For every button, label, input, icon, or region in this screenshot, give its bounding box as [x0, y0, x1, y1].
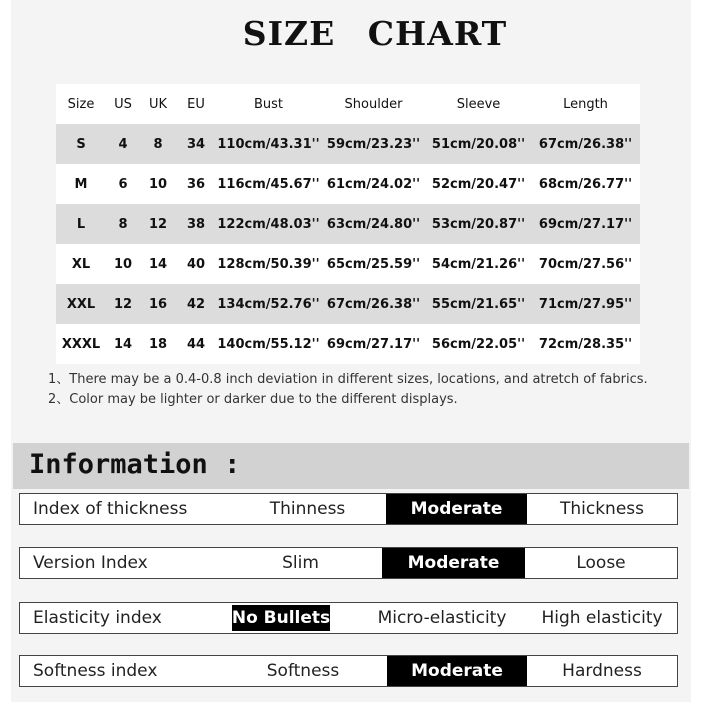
- row-label: Version Index: [33, 553, 148, 573]
- table-cell: 42: [176, 284, 216, 324]
- table-cell: 59cm/23.23'': [321, 124, 426, 164]
- table-cell: 71cm/27.95'': [531, 284, 640, 324]
- table-cell: 122cm/48.03'': [216, 204, 321, 244]
- table-row: [56, 284, 640, 324]
- table-cell: 68cm/26.77'': [531, 164, 640, 204]
- option-moderate-selected: Moderate: [387, 656, 527, 686]
- table-cell: 36: [176, 164, 216, 204]
- table-row: [56, 324, 640, 364]
- table-cell: XXL: [56, 284, 106, 324]
- table-cell: L: [56, 204, 106, 244]
- option-softness: Softness: [266, 661, 340, 681]
- table-cell: 34: [176, 124, 216, 164]
- table-cell: 4: [106, 124, 140, 164]
- column-header: Shoulder: [321, 84, 426, 124]
- note-line: 1、There may be a 0.4-0.8 inch deviation in different sizes, locations, and atretch of fabrics.: [48, 372, 648, 387]
- table-cell: 8: [106, 204, 140, 244]
- row-label: Index of thickness: [33, 499, 188, 519]
- option-thinness: Thinness: [269, 499, 346, 519]
- table-cell: 67cm/26.38'': [531, 124, 640, 164]
- size-table: [56, 84, 640, 364]
- column-header: UK: [140, 84, 176, 124]
- table-row: [56, 204, 640, 244]
- table-cell: S: [56, 124, 106, 164]
- table-cell: 40: [176, 244, 216, 284]
- option-no-bullets-selected: No Bullets: [232, 605, 330, 631]
- option-micro-elasticity: Micro-elasticity: [377, 608, 507, 628]
- table-cell: 69cm/27.17'': [531, 204, 640, 244]
- table-cell: 44: [176, 324, 216, 364]
- table-cell: 8: [140, 124, 176, 164]
- table-cell: 70cm/27.56'': [531, 244, 640, 284]
- table-cell: 14: [140, 244, 176, 284]
- note-line: 2、Color may be lighter or darker due to the different displays.: [48, 392, 458, 407]
- column-header: US: [106, 84, 140, 124]
- information-heading: Information :: [29, 449, 241, 480]
- table-cell: 18: [140, 324, 176, 364]
- page-title: SIZE CHART: [242, 14, 508, 53]
- table-cell: 72cm/28.35'': [531, 324, 640, 364]
- row-label: Elasticity index: [33, 608, 162, 628]
- table-cell: 12: [106, 284, 140, 324]
- table-cell: 128cm/50.39'': [216, 244, 321, 284]
- option-moderate-selected: Moderate: [386, 494, 527, 524]
- option-high-elasticity: High elasticity: [541, 608, 663, 628]
- column-header: EU: [176, 84, 216, 124]
- table-cell: 56cm/22.05'': [426, 324, 531, 364]
- option-slim: Slim: [282, 553, 319, 573]
- softness-index-row: [19, 655, 678, 687]
- table-cell: 116cm/45.67'': [216, 164, 321, 204]
- table-cell: 12: [140, 204, 176, 244]
- size-notes: [48, 370, 648, 410]
- table-cell: 65cm/25.59'': [321, 244, 426, 284]
- table-cell: 10: [140, 164, 176, 204]
- table-header-row: [56, 84, 640, 124]
- column-header: Sleeve: [426, 84, 531, 124]
- table-cell: 55cm/21.65'': [426, 284, 531, 324]
- table-cell: 52cm/20.47'': [426, 164, 531, 204]
- table-cell: 51cm/20.08'': [426, 124, 531, 164]
- table-row: [56, 164, 640, 204]
- column-header: Bust: [216, 84, 321, 124]
- table-cell: 134cm/52.76'': [216, 284, 321, 324]
- table-cell: 63cm/24.80'': [321, 204, 426, 244]
- row-label: Softness index: [33, 661, 158, 681]
- column-header: Size: [56, 84, 106, 124]
- table-row: [56, 244, 640, 284]
- table-cell: XXXL: [56, 324, 106, 364]
- option-thickness: Thickness: [559, 499, 645, 519]
- table-cell: 38: [176, 204, 216, 244]
- option-loose: Loose: [576, 553, 626, 573]
- table-cell: 110cm/43.31'': [216, 124, 321, 164]
- column-header: Length: [531, 84, 640, 124]
- table-cell: 69cm/27.17'': [321, 324, 426, 364]
- table-cell: 14: [106, 324, 140, 364]
- option-hardness: Hardness: [562, 661, 642, 681]
- table-cell: 61cm/24.02'': [321, 164, 426, 204]
- table-cell: 67cm/26.38'': [321, 284, 426, 324]
- table-cell: 54cm/21.26'': [426, 244, 531, 284]
- table-cell: 140cm/55.12'': [216, 324, 321, 364]
- table-cell: XL: [56, 244, 106, 284]
- table-cell: 6: [106, 164, 140, 204]
- option-moderate-selected: Moderate: [382, 548, 525, 578]
- elasticity-index-row: [19, 602, 678, 634]
- version-index-row: [19, 547, 678, 579]
- table-cell: 10: [106, 244, 140, 284]
- thickness-index-row: [19, 493, 678, 525]
- table-cell: 53cm/20.87'': [426, 204, 531, 244]
- table-row: [56, 124, 640, 164]
- table-cell: M: [56, 164, 106, 204]
- table-cell: 16: [140, 284, 176, 324]
